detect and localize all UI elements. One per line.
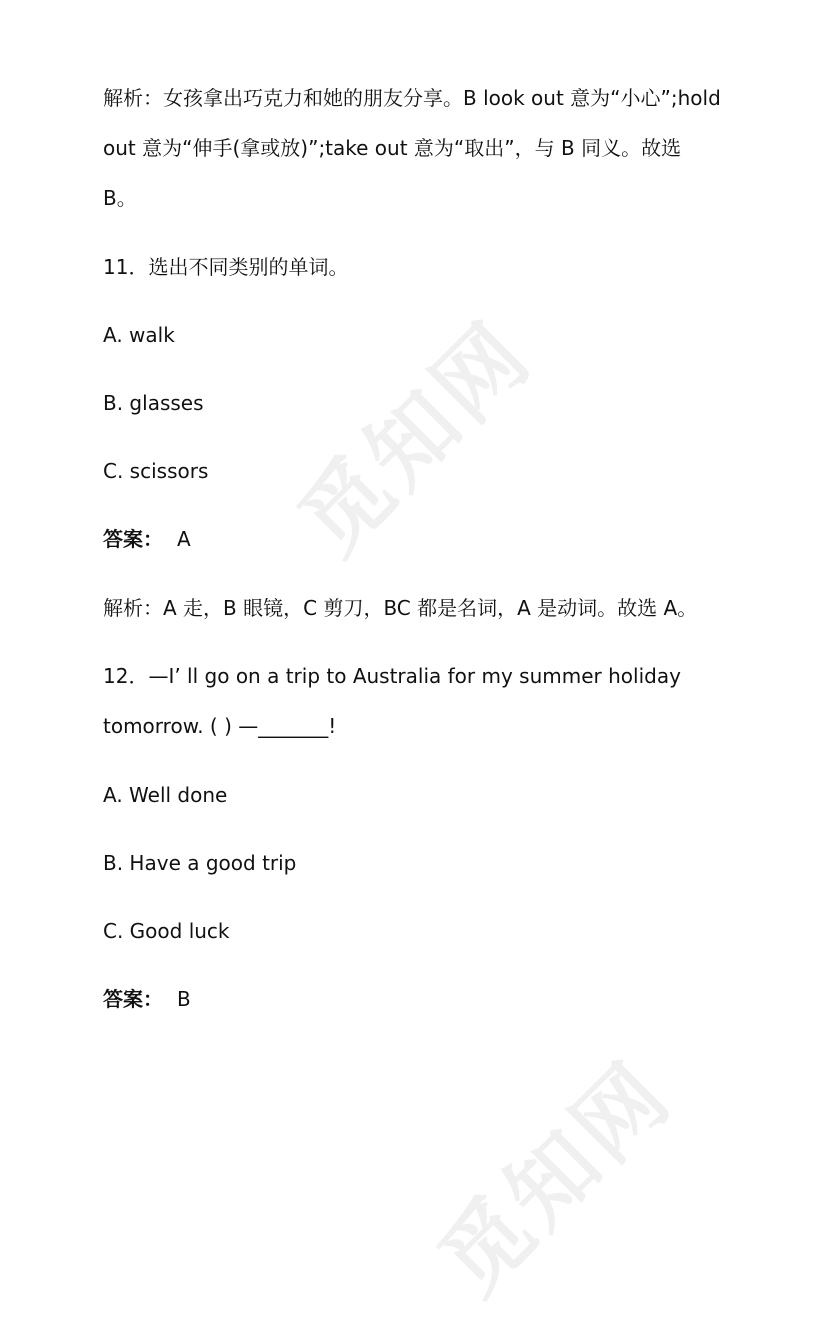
answer-value: A [177,527,191,551]
analysis-q10-line1: 解析：女孩拿出巧克力和她的朋友分享。B look out 意为“小心”;hold [103,86,721,110]
analysis-q10-line2: out 意为“伸手(拿或放)”;take out 意为“取出”，与 B 同义。故选 [103,136,682,160]
question-12-answer [103,985,191,1013]
question-12-option-a: A. Well done [103,783,228,807]
answer-label: 答案： [103,527,163,551]
question-12-stem-line1: 12．—I’ ll go on a trip to Australia for my summer holiday [103,664,681,688]
analysis-q11: 解析：A 走，B 眼镜，C 剪刀，BC 都是名词，A 是动词。故选 A。 [103,596,698,620]
answer-label: 答案： [103,987,163,1011]
question-11-option-c: C. scissors [103,459,209,483]
question-11-option-a: A. walk [103,323,175,347]
question-12-option-c: C. Good luck [103,919,230,943]
analysis-q10-line3: B。 [103,186,137,210]
answer-value: B [177,987,191,1011]
watermark: 觅知网 [419,1041,692,1314]
question-12-option-b: B. Have a good trip [103,851,297,875]
watermark: 觅知网 [279,301,552,574]
question-11-stem: 11．选出不同类别的单词。 [103,255,349,279]
question-11-option-b: B. glasses [103,391,204,415]
question-11-answer [103,525,191,553]
question-12-stem-line2: tomorrow. ( ) —_______! [103,714,337,738]
